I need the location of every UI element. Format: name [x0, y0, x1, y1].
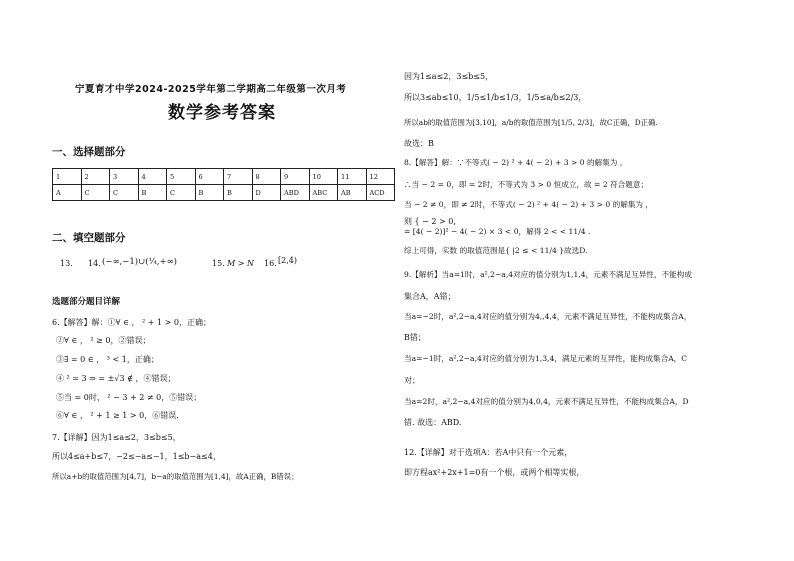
detail-line: 当a=2时，a²,2−a,4对应的值分别为4,0,4，元素不满足互异性，不能构成集合A，D: [404, 397, 689, 406]
detail-line: 所以a+b的取值范围为[4,7]，b−a的取值范围为[1,4]，故A正确，B错误；: [52, 472, 299, 481]
table-cell: ABD: [281, 185, 310, 201]
detail-line: B错；: [404, 333, 426, 342]
table-cell: AB: [338, 185, 367, 201]
table-cell: 11: [338, 169, 367, 185]
table-cell: C: [167, 185, 196, 201]
detail-line: 因为1≤a≤2，3≤b≤5，: [404, 72, 494, 81]
choice-answer-table: [52, 168, 395, 201]
page-title: 数学参考答案: [168, 103, 276, 123]
table-cell: B: [138, 185, 167, 201]
fill-item-answer: M > N: [227, 259, 254, 268]
detail-title: 选题部分题目详解: [52, 297, 121, 307]
table-cell: ACD: [366, 185, 395, 201]
detail-line: 即方程ax²+2x+1=0有一个根，或两个相等实根，: [404, 468, 585, 477]
detail-line: 错. 故选：ABD.: [404, 418, 462, 427]
table-row-numbers: [53, 169, 395, 185]
table-cell: 9: [281, 169, 310, 185]
detail-line: 所以4≤a+b≤7，−2≤−a≤−1，1≤b−a≤4，: [52, 452, 221, 461]
detail-line: 则 { − 2 > 0,: [404, 217, 456, 226]
table-cell: 5: [167, 169, 196, 185]
fill-section-title: 二、填空题部分: [52, 232, 126, 244]
detail-line: 12.【详解】对于选项A：若A中只有一个元素，: [404, 448, 573, 457]
detail-line: ③∃ = 0 ∈ ， ³ < 1，正确；: [56, 355, 159, 364]
detail-line: 7.【详解】因为1≤a≤2，3≤b≤5，: [52, 433, 181, 442]
table-cell: C: [81, 185, 110, 201]
detail-line: ∴当 − 2 = 0，即 = 2时，不等式为 3 > 0 恒成立，故 = 2 符合题意；: [404, 180, 649, 189]
detail-line: 当 − 2 ≠ 0，即 ≠ 2时，不等式( − 2) ² + 4( − 2) + 3 > 0 的解集为 ，: [404, 200, 654, 209]
table-cell: 12: [366, 169, 395, 185]
table-cell: D: [252, 185, 281, 201]
detail-line: 8.【解答】解：∵不等式( − 2) ² + 4( − 2) + 3 > 0 的解集为 ，: [404, 158, 628, 167]
table-cell: 10: [309, 169, 338, 185]
choice-section-title: 一、选择题部分: [52, 146, 126, 158]
fill-item-num: 16.: [264, 259, 277, 268]
detail-line: 综上可得，实数 的取值范围是{ |2 ≤ < 11/4 }故选D.: [404, 246, 588, 255]
detail-line: ④ ² = 3 ⇒ = ±√3 ∉ ，④错误；: [56, 374, 176, 383]
table-cell: ABC: [309, 185, 338, 201]
detail-line: 集合A，A错；: [404, 292, 456, 301]
detail-line: 6.【解答】解：①∀ ∈ ， ² + 1 > 0，正确；: [52, 318, 211, 327]
detail-line: 当a=−1时，a²,2−a,4对应的值分别为1,3,4，满足元素的互异性，能构成集合A，C: [404, 354, 688, 363]
detail-line: 故选：B: [404, 139, 434, 148]
table-cell: 3: [110, 169, 139, 185]
fill-item-answer: (−∞,−1)∪(¼,+∞): [102, 257, 177, 267]
table-cell: 1: [53, 169, 82, 185]
table-cell: C: [110, 185, 139, 201]
detail-line: 当a=−2时，a²,2−a,4对应的值分别为4,,4,4，元素不满足互异性，不能构成集合A，: [404, 312, 692, 321]
fill-item-num: 14.: [88, 259, 101, 268]
table-cell: B: [224, 185, 253, 201]
fill-item-num: 15.: [212, 259, 225, 268]
table-cell: 8: [252, 169, 281, 185]
fill-item-num: 13.: [60, 259, 73, 268]
detail-line: 所以ab的取值范围为[3,10]，a/b的取值范围为[1/5, 2/3]，故C正确，D正确.: [404, 118, 658, 127]
table-row-answers: [53, 185, 395, 201]
detail-line: = [4( − 2)]² − 4( − 2) × 3 < 0，解得 2 < < 11/4 .: [404, 227, 591, 236]
detail-line: ②∀ ∈ ， ² ≥ 0，②错误；: [56, 336, 151, 345]
table-cell: A: [53, 185, 82, 201]
table-cell: 4: [138, 169, 167, 185]
table-cell: 2: [81, 169, 110, 185]
detail-line: ⑥∀ ∈ ， ² + 1 ≥ 1 > 0，⑥错误.: [56, 411, 179, 420]
detail-line: ⑤当 = 0时， ² − 3 + 2 ≠ 0，⑤错误；: [56, 393, 202, 402]
fill-item-answer: [2,4): [278, 256, 297, 265]
detail-line: 所以3≤ab≤10，1/5≤1/b≤1/3，1/5≤a/b≤2/3，: [404, 93, 587, 102]
exam-title: 宁夏育才中学2024-2025学年第二学期高二年级第一次月考: [75, 84, 347, 95]
table-cell: B: [195, 185, 224, 201]
detail-line: 9.【解析】当a=1时，a²,2−a,4对应的值分别为1,1,4，元素不满足互异性，不能构成: [404, 270, 692, 279]
table-cell: 6: [195, 169, 224, 185]
detail-line: 对；: [404, 376, 420, 385]
table-cell: 7: [224, 169, 253, 185]
